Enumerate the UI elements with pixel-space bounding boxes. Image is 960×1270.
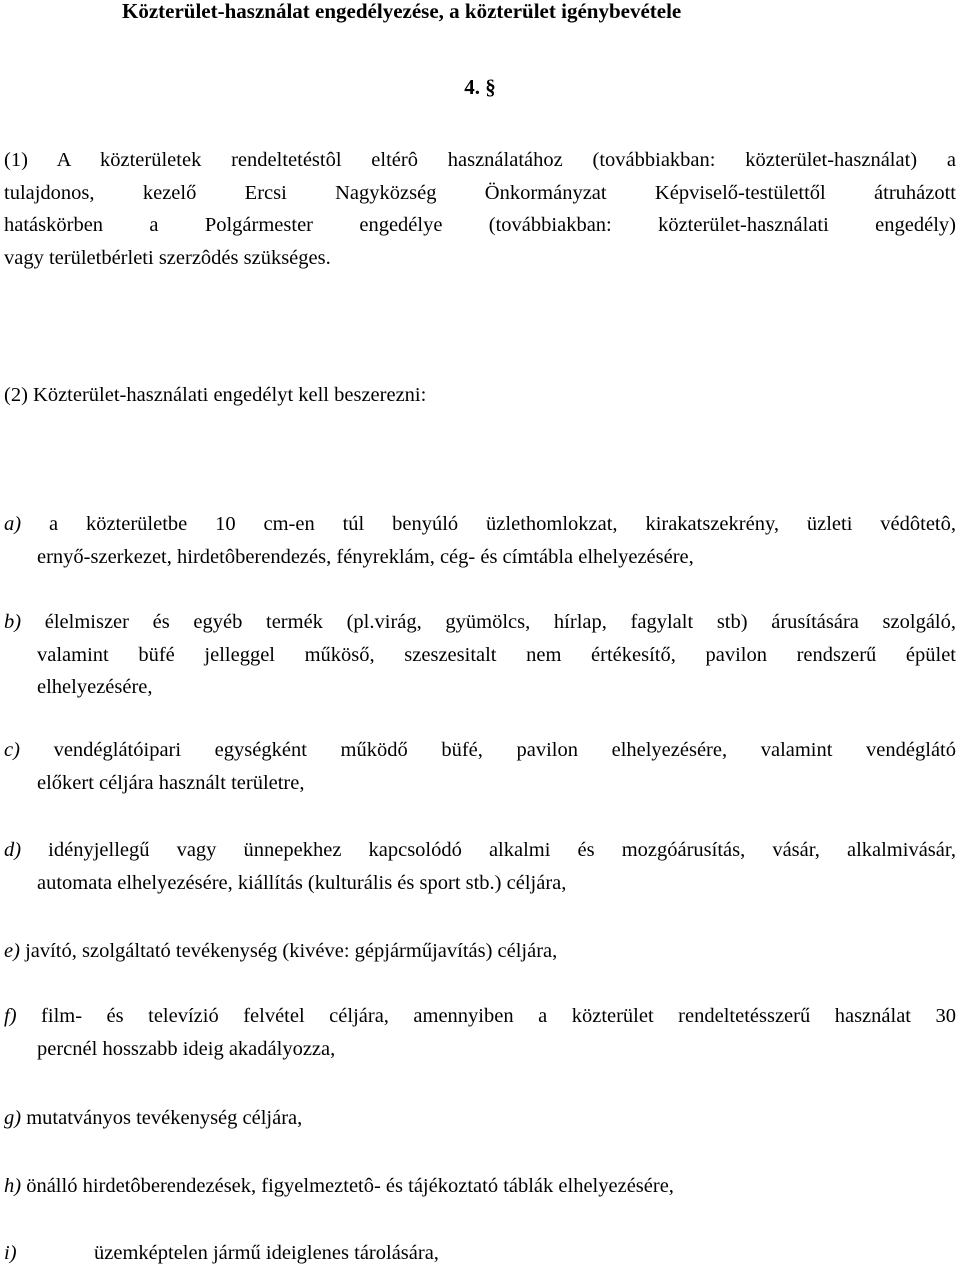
document-title: Közterület-használat engedélyezése, a közterület igénybevétele <box>122 0 682 23</box>
list-item-i-line-1 <box>4 1237 956 1270</box>
list-item-f-label: f) <box>4 1005 17 1027</box>
list-item-c-label: c) <box>4 739 20 761</box>
list-item-a <box>4 508 956 573</box>
list-item-i-label: i) <box>4 1242 17 1264</box>
list-item-f-text: film- és televízió felvétel céljára, amennyiben a közterület rendeltetésszerű használat 30 <box>41 1005 956 1027</box>
list-item-a-line-1 <box>4 508 956 541</box>
list-item-c-line-1 <box>4 734 956 767</box>
list-item-h <box>4 1170 956 1203</box>
list-item-e-label: e) <box>4 940 20 962</box>
list-item-c-line-2: előkert céljára használt területre, <box>37 771 305 794</box>
list-item-b-label: b) <box>4 611 22 633</box>
paragraph-2: (2) Közterület-használati engedélyt kell beszerezni: <box>4 384 427 406</box>
list-item-i-text: üzemképtelen jármű ideiglenes tárolására, <box>94 1242 439 1264</box>
paragraph-1-line-1-text: A közterületek rendeltetéstôl eltérô használatához (továbbiakban: közterület-használat) a <box>56 149 956 171</box>
list-item-h-label: h) <box>4 1175 22 1197</box>
list-item-b-text: élelmiszer és egyéb termék (pl.virág, gyümölcs, hírlap, fagylalt stb) árusítására szolgáló, <box>44 611 956 633</box>
section-number: 4. § <box>464 75 496 99</box>
list-item-f-line-1 <box>4 1000 956 1033</box>
list-item-e-line-1 <box>4 935 956 968</box>
list-item-c <box>4 734 956 799</box>
list-item-g-text: mutatványos tevékenység céljára, <box>26 1107 303 1129</box>
list-item-c-text: vendéglátóipari egységként működő büfé, pavilon elhelyezésére, valamint vendéglátó <box>53 739 956 761</box>
list-item-a-text: a közterületbe 10 cm-en túl benyúló üzlethomlokzat, kirakatszekrény, üzleti védôtetô, <box>48 513 957 535</box>
paragraph-1-line-4: vagy területbérleti szerzôdés szükséges. <box>4 246 331 269</box>
paragraph-1-line-2: tulajdonos, kezelő Ercsi Nagyközség Önkormányzat Képviselő-testülettől átruházott <box>4 181 956 204</box>
list-item-d <box>4 834 956 899</box>
list-item-b <box>4 606 956 704</box>
list-item-b-line-3: elhelyezésére, <box>37 676 153 698</box>
list-item-d-line-2: automata elhelyezésére, kiállítás (kulturális és sport stb.) céljára, <box>37 871 567 894</box>
list-item-b-line-2: valamint büfé jelleggel műköső, szeszesitalt nem értékesítő, pavilon rendszerű épület <box>37 643 956 666</box>
paragraph-1 <box>4 144 956 274</box>
list-item-g-line-1 <box>4 1102 956 1135</box>
list-item-i <box>4 1237 956 1270</box>
list-item-h-text: önálló hirdetôberendezések, figyelmeztetô- és tájékoztató táblák elhelyezésére, <box>26 1175 674 1197</box>
list-item-f <box>4 1000 956 1065</box>
list-item-f-line-2: percnél hosszabb ideig akadályozza, <box>37 1037 336 1060</box>
list-item-b-line-1 <box>4 606 956 639</box>
list-item-h-line-1 <box>4 1170 956 1203</box>
list-item-e-text: javító, szolgáltató tevékenység (kivéve: gépjárműjavítás) céljára, <box>25 940 558 962</box>
list-item-a-line-2: ernyő-szerkezet, hirdetôberendezés, fényreklám, cég- és címtábla elhelyezésére, <box>37 545 694 568</box>
list-item-a-label: a) <box>4 513 22 535</box>
list-item-d-line-1 <box>4 834 956 867</box>
list-item-d-text: idényjellegű vagy ünnepekhez kapcsolódó alkalmi és mozgóárusítás, vásár, alkalmivásár, <box>48 839 957 861</box>
paragraph-1-line-1 <box>4 144 956 177</box>
list-item-e <box>4 935 956 968</box>
list-item-g-label: g) <box>4 1107 22 1129</box>
paragraph-1-line-3: hatáskörben a Polgármester engedélye (továbbiakban: közterület-használati engedély) <box>4 214 956 236</box>
paragraph-1-number: (1) <box>4 149 28 171</box>
list-item-g <box>4 1102 956 1135</box>
list-item-d-label: d) <box>4 839 22 861</box>
